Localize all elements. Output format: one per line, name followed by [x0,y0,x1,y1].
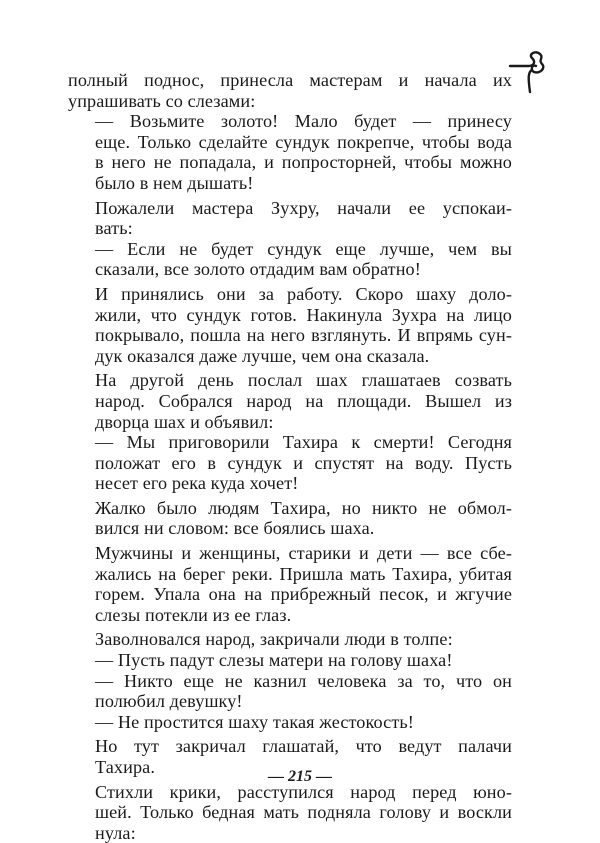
text-line: народ. Собрался народ на площади. Вышел из [95,390,512,411]
paragraph [68,432,512,494]
text-line: жались на берег реки. Пришла мать Тахира, убитая [95,563,512,584]
paragraph [68,782,512,843]
text-line: еще. Только сделайте сундук покрепче, чтобы вода [95,131,512,152]
text-line: вился ни словом: все боялись шаха. [95,518,375,539]
page-body [68,70,512,843]
text-line: — Мы приговорили Тахира к смерти! Сегодня [95,432,512,453]
text-line: сказали, все золото отдадим вам обратно! [95,259,421,280]
text-line: горем. Упала она на прибрежный песок, и жгучие [95,584,512,605]
text-line: Стихли крики, расступился народ перед юно- [95,781,512,802]
text-line: Мужчины и женщины, старики и дети — все сбе- [95,543,512,564]
paragraph [68,111,512,193]
text-line: дук оказался даже лучше, чем она сказала. [95,345,430,366]
text-line: Но тут закричал глашатай, что ведут палачи [95,736,512,757]
text-line: нула: [95,822,136,843]
text-line: было в нем дышать! [95,172,254,193]
text-line: — Возьмите золото! Мало будет — принесу [95,111,512,132]
paragraph [68,198,512,239]
paragraph [68,284,512,366]
paragraph [68,70,512,111]
page-number: — 215 — [268,768,332,785]
text-line: — Никто еще не казнил человека за то, что он [95,670,512,691]
text-line: положат его в сундук и спустят на воду. Пусть [95,452,512,473]
text-line: И принялись они за работу. Скоро шаху доло- [95,283,512,304]
text-line: — Не простится шаху такая жестокость! [95,711,414,732]
text-line: полюбил девушку! [95,691,243,712]
paragraph [68,370,512,432]
text-line: — Если не будет сундук еще лучше, чем вы [95,238,512,259]
text-line: Заволновался народ, закричали люди в толпе: [95,629,453,650]
text-line: покрывало, пошла на него взглянуть. И впрямь сун- [95,325,512,346]
paragraph [68,671,512,712]
text-line: полный поднос, принесла мастерам и начала их [68,70,512,90]
paragraph [68,712,512,733]
text-line: Пожалели мастера Зухру, начали ее успокаи- [95,197,512,218]
paragraph [68,239,512,280]
paragraph [68,543,512,625]
text-line: На другой день послал шах глашатаев созвать [95,370,512,391]
text-line: — Пусть падут слезы матери на голову шаха! [95,650,453,671]
text-line: вать: [95,218,133,239]
text-line: жили, что сундук готов. Накинула Зухра на лицо [95,304,512,325]
paragraph [68,650,512,671]
text-line: слезы потекли из ее глаз. [95,604,292,625]
text-line: Тахира. [95,757,155,777]
text-line: несет его река куда хочет! [95,473,299,494]
curl-ornament-icon [508,44,548,96]
text-line: Жалко было людям Тахира, но никто не обмол- [95,497,512,518]
paragraph [68,498,512,539]
paragraph [68,629,512,650]
text-line: шей. Только бедная мать подняла голову и воскли [95,802,512,823]
text-line: в него не попадала, и попросторней, чтобы можно [95,152,512,173]
text-line: дворца шах и объявил: [95,411,274,432]
text-line: упрашивать со слезами: [68,90,256,111]
